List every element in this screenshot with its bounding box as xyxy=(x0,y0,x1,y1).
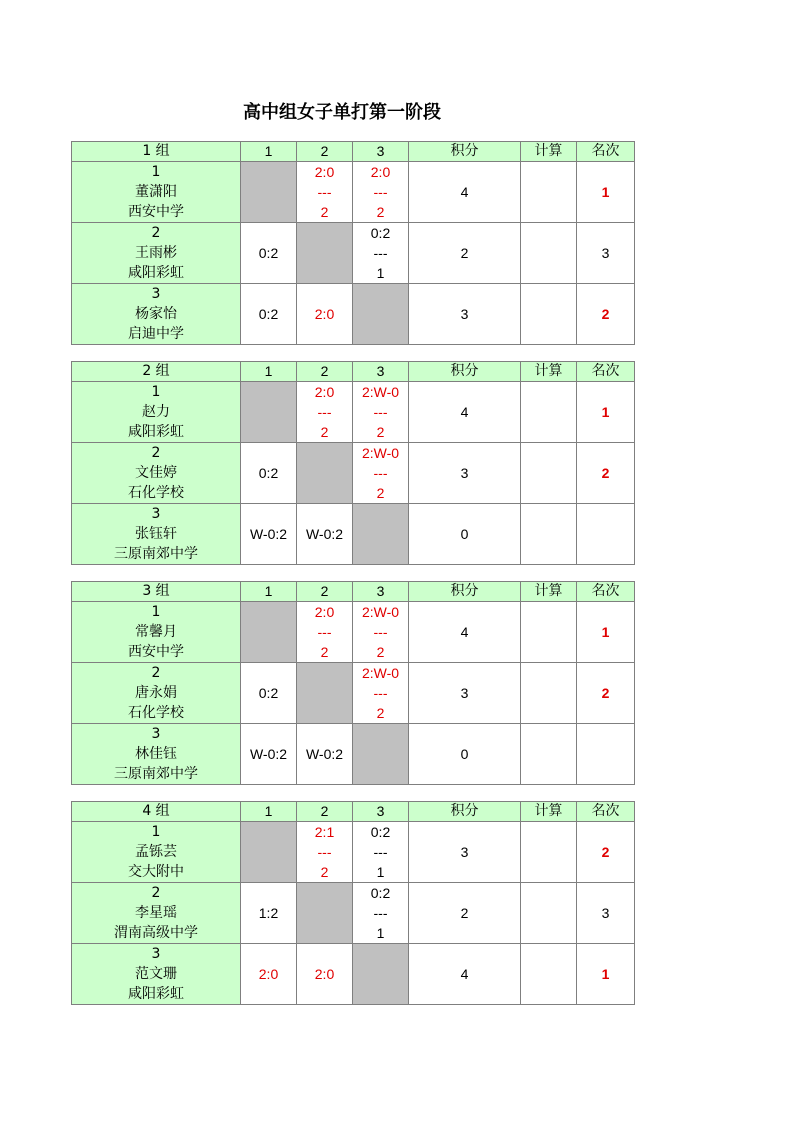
col-header-calc: 计算 xyxy=(521,362,577,382)
player-team: 三原南郊中学 xyxy=(114,766,198,782)
match-result: 0:2 xyxy=(241,223,297,284)
col-header-2: 2 xyxy=(297,142,353,162)
col-header-rank: 名次 xyxy=(577,802,635,822)
points-cell: 4 xyxy=(409,162,521,223)
points-cell: 2 xyxy=(409,223,521,284)
group-table xyxy=(71,801,635,1005)
player-name: 唐永娟 xyxy=(135,685,177,701)
match-result: W-0:2 xyxy=(297,504,353,565)
rank-cell: 1 xyxy=(577,602,635,663)
player-cell xyxy=(72,443,241,504)
player-team: 咸阳彩虹 xyxy=(128,424,184,440)
col-header-calc: 计算 xyxy=(521,142,577,162)
player-team: 三原南郊中学 xyxy=(114,546,198,562)
match-result: 2:W-0 --- 2 xyxy=(353,602,409,663)
player-number: 2 xyxy=(151,885,161,901)
group-header-row xyxy=(72,582,635,602)
match-result: 1:2 xyxy=(241,883,297,944)
match-result: W-0:2 xyxy=(297,724,353,785)
group-table xyxy=(71,361,635,565)
group-header-row xyxy=(72,802,635,822)
calc-cell xyxy=(521,602,577,663)
col-header-3: 3 xyxy=(353,802,409,822)
rank-cell: 1 xyxy=(577,944,635,1005)
match-result: 0:2 xyxy=(241,663,297,724)
group-table xyxy=(71,141,635,345)
rank-cell xyxy=(577,504,635,565)
calc-cell xyxy=(521,724,577,785)
match-result: 2:0 xyxy=(297,284,353,345)
self-match-cell xyxy=(297,883,353,944)
group-name: 3 组 xyxy=(72,582,241,602)
match-result: 0:2 xyxy=(241,284,297,345)
rank-cell: 1 xyxy=(577,382,635,443)
player-cell xyxy=(72,602,241,663)
rank-cell: 1 xyxy=(577,162,635,223)
player-row xyxy=(72,944,635,1005)
player-name: 李星瑶 xyxy=(135,905,177,921)
col-header-1: 1 xyxy=(241,362,297,382)
calc-cell xyxy=(521,944,577,1005)
col-header-1: 1 xyxy=(241,582,297,602)
self-match-cell xyxy=(297,443,353,504)
calc-cell xyxy=(521,883,577,944)
player-row xyxy=(72,663,635,724)
player-name: 孟铄芸 xyxy=(135,844,177,860)
self-match-cell xyxy=(297,663,353,724)
col-header-calc: 计算 xyxy=(521,582,577,602)
player-team: 石化学校 xyxy=(128,705,184,721)
self-match-cell xyxy=(241,822,297,883)
match-result: 0:2 --- 1 xyxy=(353,822,409,883)
col-header-3: 3 xyxy=(353,142,409,162)
group-name: 1 组 xyxy=(72,142,241,162)
calc-cell xyxy=(521,822,577,883)
player-number: 2 xyxy=(151,225,161,241)
player-cell xyxy=(72,382,241,443)
player-number: 3 xyxy=(151,506,161,522)
player-row xyxy=(72,724,635,785)
group-name: 2 组 xyxy=(72,362,241,382)
player-row xyxy=(72,883,635,944)
player-row xyxy=(72,443,635,504)
player-team: 渭南高级中学 xyxy=(114,925,198,941)
player-cell xyxy=(72,822,241,883)
player-name: 常馨月 xyxy=(135,624,177,640)
match-result: 2:0 xyxy=(297,944,353,1005)
player-row xyxy=(72,284,635,345)
self-match-cell xyxy=(353,944,409,1005)
player-name: 杨家怡 xyxy=(135,306,177,322)
points-cell: 3 xyxy=(409,822,521,883)
col-header-2: 2 xyxy=(297,582,353,602)
player-cell xyxy=(72,504,241,565)
match-result: 2:1 --- 2 xyxy=(297,822,353,883)
player-team: 咸阳彩虹 xyxy=(128,265,184,281)
player-number: 2 xyxy=(151,445,161,461)
self-match-cell xyxy=(241,602,297,663)
match-result: 0:2 --- 1 xyxy=(353,223,409,284)
calc-cell xyxy=(521,284,577,345)
points-cell: 4 xyxy=(409,382,521,443)
player-name: 赵力 xyxy=(142,404,170,420)
player-number: 1 xyxy=(151,384,161,400)
group-table xyxy=(71,581,635,785)
player-cell xyxy=(72,223,241,284)
group-name: 4 组 xyxy=(72,802,241,822)
player-name: 文佳婷 xyxy=(135,465,177,481)
col-header-1: 1 xyxy=(241,802,297,822)
player-name: 张钰轩 xyxy=(135,526,177,542)
rank-cell: 2 xyxy=(577,443,635,504)
player-row xyxy=(72,504,635,565)
points-cell: 4 xyxy=(409,602,521,663)
player-number: 1 xyxy=(151,824,161,840)
col-header-3: 3 xyxy=(353,362,409,382)
player-name: 林佳钰 xyxy=(135,746,177,762)
points-cell: 4 xyxy=(409,944,521,1005)
col-header-points: 积分 xyxy=(409,362,521,382)
col-header-points: 积分 xyxy=(409,802,521,822)
points-cell: 0 xyxy=(409,724,521,785)
points-cell: 0 xyxy=(409,504,521,565)
col-header-2: 2 xyxy=(297,362,353,382)
player-row xyxy=(72,382,635,443)
rank-cell: 2 xyxy=(577,284,635,345)
group-header-row xyxy=(72,142,635,162)
col-header-3: 3 xyxy=(353,582,409,602)
player-team: 石化学校 xyxy=(128,485,184,501)
player-name: 范文珊 xyxy=(135,966,177,982)
match-result: 0:2 xyxy=(241,443,297,504)
calc-cell xyxy=(521,162,577,223)
match-result: 2:W-0 --- 2 xyxy=(353,443,409,504)
rank-cell: 3 xyxy=(577,223,635,284)
rank-cell xyxy=(577,724,635,785)
player-team: 启迪中学 xyxy=(128,326,184,342)
player-row xyxy=(72,162,635,223)
match-result: 0:2 --- 1 xyxy=(353,883,409,944)
self-match-cell xyxy=(353,284,409,345)
match-result: 2:W-0 --- 2 xyxy=(353,382,409,443)
player-cell xyxy=(72,284,241,345)
calc-cell xyxy=(521,443,577,504)
points-cell: 2 xyxy=(409,883,521,944)
col-header-rank: 名次 xyxy=(577,362,635,382)
group-header-row xyxy=(72,362,635,382)
player-team: 西安中学 xyxy=(128,644,184,660)
col-header-rank: 名次 xyxy=(577,582,635,602)
match-result: 2:0 --- 2 xyxy=(353,162,409,223)
player-cell xyxy=(72,724,241,785)
match-result: W-0:2 xyxy=(241,724,297,785)
page-title: 高中组女子单打第一阶段 xyxy=(243,102,441,123)
points-cell: 3 xyxy=(409,443,521,504)
col-header-calc: 计算 xyxy=(521,802,577,822)
player-number: 3 xyxy=(151,946,161,962)
match-result: 2:0 --- 2 xyxy=(297,382,353,443)
player-team: 西安中学 xyxy=(128,204,184,220)
rank-cell: 2 xyxy=(577,663,635,724)
calc-cell xyxy=(521,382,577,443)
player-cell xyxy=(72,944,241,1005)
player-cell xyxy=(72,162,241,223)
player-name: 董潇阳 xyxy=(135,184,177,200)
self-match-cell xyxy=(353,724,409,785)
player-cell xyxy=(72,883,241,944)
points-cell: 3 xyxy=(409,663,521,724)
player-name: 王雨彬 xyxy=(135,245,177,261)
self-match-cell xyxy=(241,382,297,443)
calc-cell xyxy=(521,223,577,284)
calc-cell xyxy=(521,663,577,724)
self-match-cell xyxy=(353,504,409,565)
col-header-1: 1 xyxy=(241,142,297,162)
match-result: 2:0 --- 2 xyxy=(297,162,353,223)
self-match-cell xyxy=(241,162,297,223)
player-number: 3 xyxy=(151,726,161,742)
rank-cell: 3 xyxy=(577,883,635,944)
match-result: 2:0 --- 2 xyxy=(297,602,353,663)
player-row xyxy=(72,223,635,284)
match-result: 2:W-0 --- 2 xyxy=(353,663,409,724)
player-row xyxy=(72,822,635,883)
col-header-points: 积分 xyxy=(409,142,521,162)
player-number: 1 xyxy=(151,604,161,620)
points-cell: 3 xyxy=(409,284,521,345)
match-result: 2:0 xyxy=(241,944,297,1005)
player-team: 咸阳彩虹 xyxy=(128,986,184,1002)
calc-cell xyxy=(521,504,577,565)
player-number: 1 xyxy=(151,164,161,180)
match-result: W-0:2 xyxy=(241,504,297,565)
player-team: 交大附中 xyxy=(128,864,184,880)
player-number: 3 xyxy=(151,286,161,302)
self-match-cell xyxy=(297,223,353,284)
player-cell xyxy=(72,663,241,724)
rank-cell: 2 xyxy=(577,822,635,883)
player-number: 2 xyxy=(151,665,161,681)
player-row xyxy=(72,602,635,663)
col-header-2: 2 xyxy=(297,802,353,822)
col-header-rank: 名次 xyxy=(577,142,635,162)
col-header-points: 积分 xyxy=(409,582,521,602)
